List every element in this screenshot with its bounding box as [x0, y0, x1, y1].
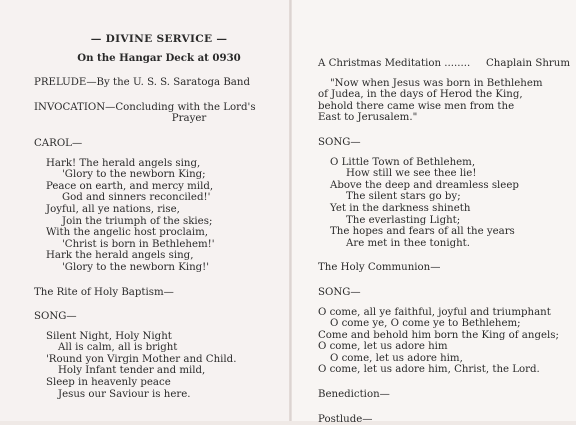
- song-line: Silent Night, Holy Night: [46, 330, 172, 342]
- left-column: [34, 34, 284, 400]
- page-fold: [289, 0, 292, 421]
- song1-line: Above the deep and dreamless sleep: [330, 179, 519, 191]
- quote-line: of Judea, in the days of Herod the King,: [318, 89, 523, 101]
- song-line: Jesus our Saviour is here.: [58, 388, 191, 400]
- song2-line: Come and behold him born the King of angels;: [318, 329, 559, 341]
- song-line: 'Round yon Virgin Mother and Child.: [46, 353, 237, 365]
- song-heading: SONG—: [34, 311, 77, 323]
- benediction-line: Benediction—: [318, 389, 390, 401]
- carol-line: Hark! The herald angels sing,: [46, 157, 201, 169]
- meditation-speaker: Chaplain Shrum: [486, 58, 570, 69]
- song2-heading: SONG—: [318, 286, 361, 298]
- carol-line: 'Glory to the newborn King!': [62, 261, 210, 273]
- song2-line: O come, let us adore him: [318, 341, 448, 353]
- carol-line: 'Christ is born in Bethlehem!': [62, 238, 215, 250]
- song-line: Holy Infant tender and mild,: [58, 365, 206, 377]
- right-column: [318, 58, 570, 425]
- prelude-line: PRELUDE—By the U. S. S. Saratoga Band: [34, 77, 250, 89]
- carol-line: 'Glory to the newborn King;: [62, 169, 206, 181]
- service-title: — DIVINE SERVICE —: [90, 33, 228, 45]
- quote-line: "Now when Jesus was born in Bethlehem: [330, 77, 543, 89]
- song1-line: Yet in the darkness shineth: [330, 202, 471, 214]
- song1-line: O Little Town of Bethlehem,: [330, 156, 476, 168]
- song2-line: O come, let us adore him, Christ, the Lord.: [318, 364, 540, 376]
- song1-line: The hopes and fears of all the years: [330, 226, 515, 238]
- song2-line: O come ye, O come ye to Bethlehem;: [330, 318, 521, 330]
- quote-line: East to Jerusalem.": [318, 112, 418, 124]
- song1-line: The silent stars go by;: [346, 191, 461, 203]
- carol-line: Join the triumph of the skies;: [62, 215, 213, 227]
- song2-line: O come, all ye faithful, joyful and triumphant: [318, 306, 551, 318]
- song-line: Sleep in heavenly peace: [46, 377, 171, 389]
- song2-line: O come, let us adore him,: [330, 352, 463, 364]
- song1-line: Are met in thee tonight.: [346, 237, 470, 249]
- meditation-label: A Christmas Meditation ........: [318, 58, 471, 69]
- carol-line: Joyful, all ye nations, rise,: [46, 203, 180, 215]
- invocation-line: INVOCATION—Concluding with the Lord's: [34, 101, 256, 113]
- song-line: All is calm, all is bright: [58, 342, 178, 354]
- carol-line: Peace on earth, and mercy mild,: [46, 180, 214, 192]
- postlude-line: Postlude—: [318, 413, 373, 425]
- carol-line: Hark the herald angels sing,: [46, 250, 194, 262]
- baptism-line: The Rite of Holy Baptism—: [34, 286, 174, 298]
- invocation-line-2: Prayer: [171, 113, 207, 125]
- quote-line: behold there came wise men from the: [318, 100, 515, 112]
- song1-heading: SONG—: [318, 136, 361, 148]
- service-location: On the Hangar Deck at 0930: [77, 51, 241, 64]
- song1-line: The everlasting Light;: [346, 214, 461, 226]
- carol-line: God and sinners reconciled!': [62, 192, 211, 204]
- carol-heading: CAROL—: [34, 137, 83, 149]
- communion-line: The Holy Communion—: [318, 262, 441, 274]
- carol-line: With the angelic host proclaim,: [46, 227, 208, 239]
- meditation-line: [318, 58, 570, 70]
- song1-line: How still we see thee lie!: [346, 168, 477, 180]
